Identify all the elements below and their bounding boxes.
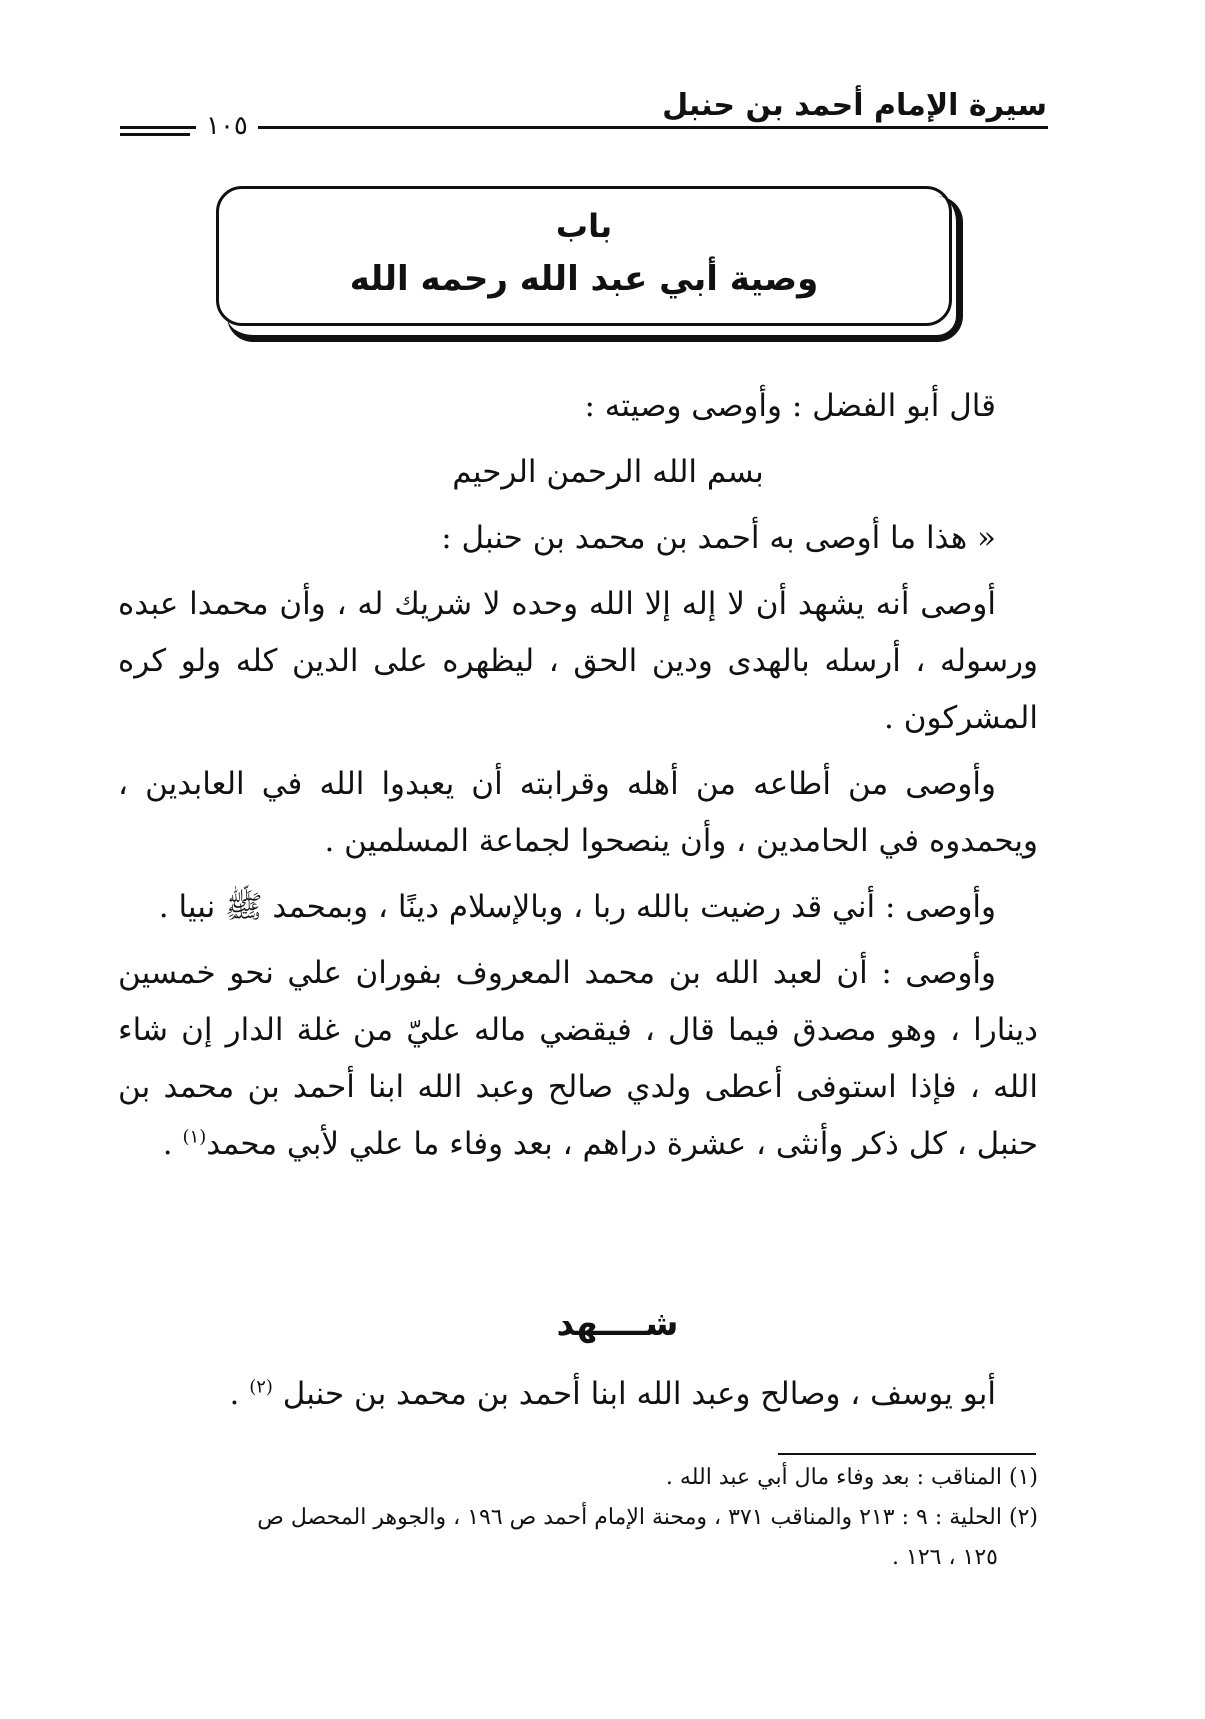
header-rule-secondary [120, 133, 190, 136]
footnote-ref-1: (١) [182, 1126, 207, 1148]
footnote-ref-2: (٢) [249, 1376, 273, 1398]
running-title: سيرة الإمام أحمد بن حنبل [662, 88, 1047, 123]
paragraph-intro: قال أبو الفضل : وأوصى وصيته : [584, 388, 996, 424]
body-text [118, 378, 1038, 1182]
debt-text-end: . [162, 1126, 183, 1162]
chapter-title: وصية أبي عبد الله رحمه الله [349, 259, 819, 299]
paragraph-debt [118, 945, 1038, 1173]
paragraph-will-opening: « هذا ما أوصى به أحمد بن محمد بن حنبل : [441, 520, 996, 556]
paragraph-contentment: وأوصى : أني قد رضيت بالله ربا ، وبالإسلام دينًا ، وبمحمد ﷺ نبيا . [158, 889, 996, 925]
chapter-box [216, 186, 952, 326]
footnote-2: (٢) الحلية : ٩ : ٢١٣ والمناقب ٣٧١ ، ومحنة الإمام أحمد ص ١٩٦ ، والجوهر المحصل ص [257, 1505, 1038, 1530]
page-number: ١٠٥ [196, 106, 258, 146]
chapter-label: باب [555, 207, 613, 245]
paragraph-family-advice: وأوصى من أطاعه من أهله وقرابته أن يعبدوا الله في العابدين ، ويحمدوه في الحامدين ، وأن ينصحوا لجماعة المسلمين . [118, 766, 1038, 859]
header-rule [120, 126, 1048, 129]
footnote-1: (١) المناقب : بعد وفاء مال أبي عبد الله . [665, 1465, 1038, 1490]
footnotes [118, 1458, 1038, 1578]
paragraph-testimony: أوصى أنه يشهد أن لا إله إلا الله وحده لا شريك له ، وأن محمدا عبده ورسوله ، أرسله بالهدى ودين الحق ، ليظهره على الدين كله ولو كره المشركون . [118, 586, 1038, 736]
footnote-2-continuation: ١٢٥ ، ١٢٦ . [892, 1545, 998, 1570]
paragraph-basmala: بسم الله الرحمن الرحيم [452, 454, 764, 490]
footnote-rule [778, 1453, 1036, 1455]
witness-names: أبو يوسف ، وصالح وعبد الله ابنا أحمد بن محمد بن حنبل [272, 1376, 996, 1412]
witness-text [118, 1366, 1038, 1423]
witness-end: . [229, 1376, 250, 1412]
witness-heading: شــــهد [556, 1304, 679, 1344]
debt-text: وأوصى : أن لعبد الله بن محمد المعروف بفوران علي نحو خمسين دينارا ، وهو مصدق فيما قال ، فيقضي ماله عليّ من غلة الدار إن شاء الله ، فإذا استوفى أعطى ولدي صالح وعبد الله ابنا أحمد بن محمد بن حنبل ، كل ذكر وأنثى ، عشرة دراهم ، بعد وفاء ما علي لأبي محمد [118, 955, 1038, 1162]
